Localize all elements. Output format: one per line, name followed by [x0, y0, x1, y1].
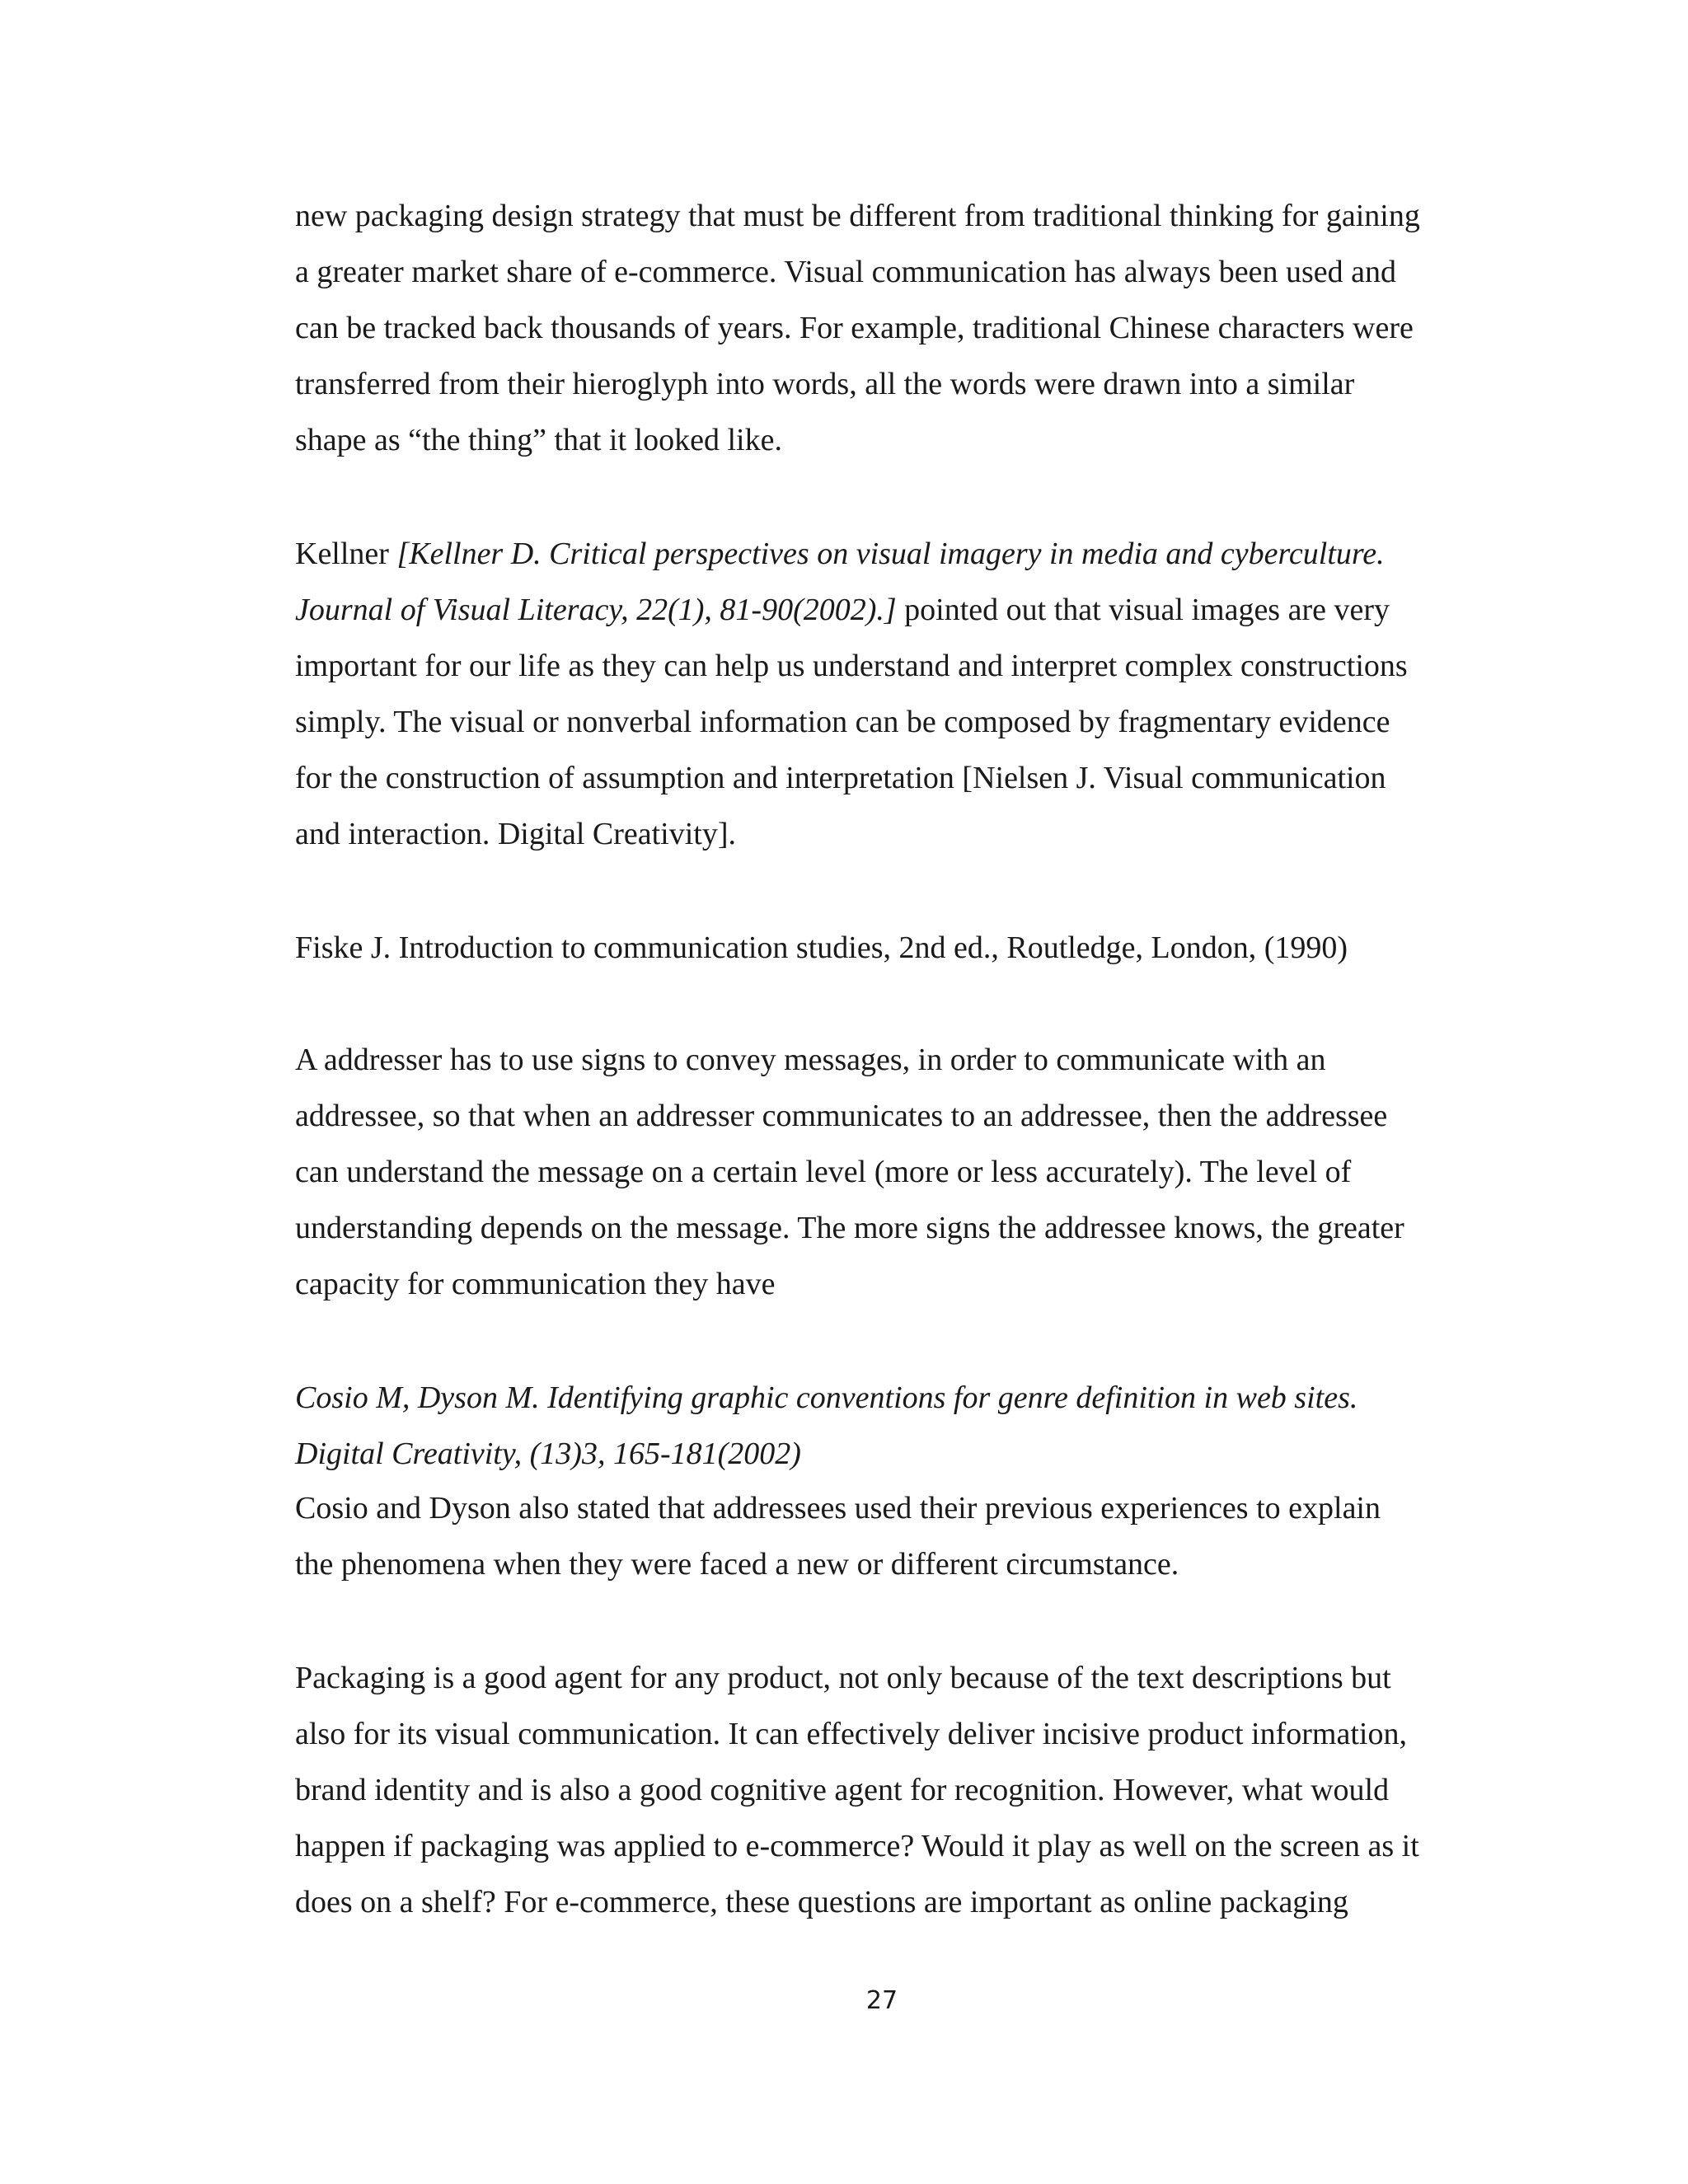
- paragraph-line: a greater market share of e-commerce. Visual communication has always been used and: [295, 255, 1396, 289]
- paragraph-line: happen if packaging was applied to e-commerce? Would it play as well on the screen as it: [295, 1829, 1419, 1863]
- kellner-citation: [Kellner D. Critical perspectives on visual imagery in media and cyberculture.: [396, 537, 1385, 571]
- paragraph-line: addressee, so that when an addresser communicates to an addressee, then the addressee: [295, 1099, 1388, 1133]
- paragraph-line: Cosio and Dyson also stated that addressees used their previous experiences to explain: [295, 1491, 1381, 1526]
- paragraph-line: can be tracked back thousands of years. For example, traditional Chinese characters were: [295, 311, 1414, 345]
- paragraph-line: A addresser has to use signs to convey messages, in order to communicate with an: [295, 1043, 1326, 1077]
- paragraph-line: and interaction. Digital Creativity].: [295, 817, 737, 851]
- paragraph-line: can understand the message on a certain level (more or less accurately). The level of: [295, 1155, 1352, 1189]
- paragraph-line: capacity for communication they have: [295, 1267, 776, 1301]
- paragraph-line: also for its visual communication. It can effectively deliver incisive product information,: [295, 1717, 1407, 1751]
- paragraph-line: the phenomena when they were faced a new or different circumstance.: [295, 1547, 1179, 1582]
- cosio-reference: Cosio M, Dyson M. Identifying graphic conventions for genre definition in web sites.: [295, 1380, 1358, 1415]
- page-number: 27: [865, 1986, 898, 2015]
- kellner-line: [295, 590, 1390, 630]
- cosio-reference: Digital Creativity, (13)3, 165-181(2002): [295, 1436, 801, 1471]
- paragraph-line: new packaging design strategy that must be different from traditional thinking for gaining: [295, 199, 1420, 233]
- fiske-reference: Fiske J. Introduction to communication studies, 2nd ed., Routledge, London, (1990): [295, 930, 1348, 965]
- paragraph-line: brand identity and is also a good cognitive agent for recognition. However, what would: [295, 1773, 1390, 1807]
- paragraph-line: shape as “the thing” that it looked like.: [295, 423, 782, 457]
- paragraph-line: understanding depends on the message. The more signs the addressee knows, the greater: [295, 1211, 1404, 1245]
- kellner-lead: Kellner: [295, 537, 397, 571]
- paragraph-line: transferred from their hieroglyph into words, all the words were drawn into a similar: [295, 367, 1355, 401]
- paragraph-line: for the construction of assumption and interpretation [Nielsen J. Visual communication: [295, 761, 1386, 795]
- paragraph-line: important for our life as they can help us understand and interpret complex constructions: [295, 649, 1408, 683]
- paragraph-line: does on a shelf? For e-commerce, these questions are important as online packaging: [295, 1885, 1348, 1919]
- paragraph-line: simply. The visual or nonverbal information can be composed by fragmentary evidence: [295, 705, 1390, 739]
- paragraph-line: Packaging is a good agent for any product, not only because of the text descriptions but: [295, 1661, 1391, 1695]
- kellner-citation-cont: Journal of Visual Literacy, 22(1), 81-90(2002).]: [295, 593, 897, 627]
- kellner-text: pointed out that visual images are very: [896, 593, 1390, 627]
- kellner-line: [295, 534, 1385, 574]
